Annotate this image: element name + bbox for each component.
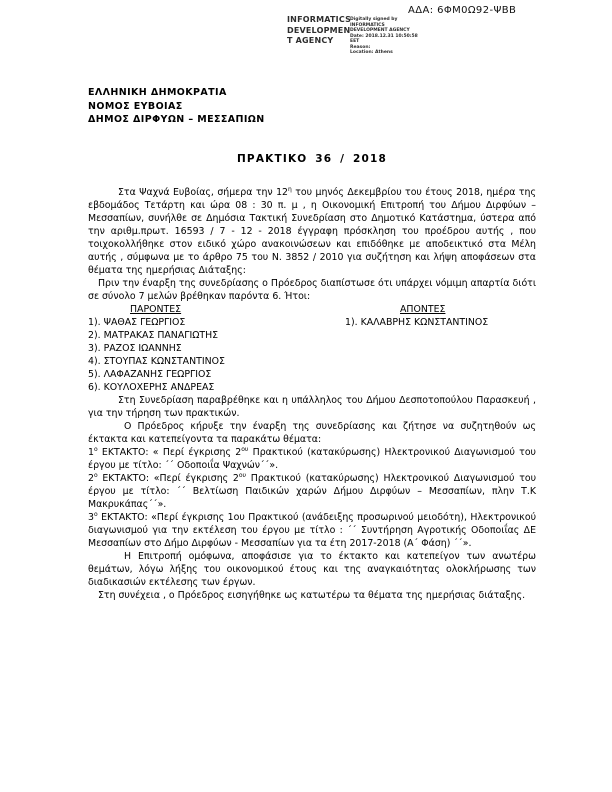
urgent-item-1: $1^o$ ΕΚΤΑΚΤΟ: « Περί έγκρισης $2^{o\upsilon}$ Πρακτικού (κατακύρωσης) Ηλεκτρονικού Διαγωνισμού του έργου με τίτλο: ΄΄ Οδοποιΐα Ψαχνών΄΄». [88,445,536,471]
stamp-signature-line: Location: Athens [350,50,393,55]
absent-column [345,303,536,394]
present-header: ΠΑΡΟΝΤΕΣ [130,304,182,315]
paragraph-committee-decision: Η Επιτροπή ομόφωνα, αποφάσισε για το έκτακτο και κατεπείγον των ανωτέρω θεμάτων, λόγω λήξης του οικονομικού έτους και της αναγκαιότητας ολοκλήρωσης των διαδικασιών εκτέλεσης των έργων. [88,551,536,588]
absent-member-row: 1). ΚΑΛΑΒΡΗΣ ΚΩΝΣΤΑΝΤΙΝΟΣ [345,317,489,328]
header-line-municipality: ΔΗΜΟΣ ΔΙΡΦΥΩΝ – ΜΕΣΣΑΠΙΩΝ [88,114,265,125]
present-member-row: 4). ΣΤΟΥΠΑΣ ΚΩΝΣΤΑΝΤΙΝΟΣ [88,356,225,367]
stamp-agency-line: T AGENCY [287,36,334,45]
paragraph-agenda-intro: Στη συνέχεια , ο Πρόεδρος εισηγήθηκε ως κατωτέρω τα θέματα της ημερήσιας διάταξης. [98,590,526,601]
ada-code: ΑΔΑ: 6ΦΜ0Ω92-ΨΒΒ [408,5,517,16]
attendance-table [88,303,536,394]
present-member-row: 1). ΨΑΘΑΣ ΓΕΩΡΓΙΟΣ [88,317,186,328]
stamp-agency-line: DEVELOPMEN [287,25,351,35]
present-column [88,303,345,394]
stamp-signature-details [350,15,418,56]
paragraph-secretary: Στη Συνεδρίαση παραβρέθηκε και η υπάλληλος του Δήμου Δεσποτοπούλου Παρασκευή , για την τήρηση των πρακτικών. [88,395,536,419]
paragraph-quorum: Πριν την έναρξη της συνεδρίασης ο Πρόεδρος διαπίστωσε ότι υπάρχει νόμιμη απαρτία διότι σε σύνολο 7 μελών βρέθηκαν παρόντα 6. Ήτοι: [88,278,536,302]
present-member-row: 5). ΛΑΦΑΖΑΝΗΣ ΓΕΩΡΓΙΟΣ [88,369,212,380]
present-member-row: 3). ΡΑΖΟΣ ΙΩΑΝΝΗΣ [88,343,182,354]
absent-header: ΑΠΟΝΤΕΣ [400,304,446,315]
stamp-agency-name [287,15,352,56]
header-line-prefecture: ΝΟΜΟΣ ΕΥΒΟΙΑΣ [88,100,183,112]
present-member-row: 6). ΚΟΥΛΟΧΕΡΗΣ ΑΝΔΡΕΑΣ [88,382,215,393]
stamp-signature-line: Digitally signed by [350,17,398,22]
government-header [88,86,265,127]
header-line-republic: ΕΛΛΗΝΙΚΗ ΔΗΜΟΚΡΑΤΙΑ [88,87,227,98]
stamp-signature-line: Date: 2018.12.31 10:50:58 [350,33,418,39]
urgent-item-3: $3^o$ ΕΚΤΑΚΤΟ: «Περί έγκρισης 1ου Πρακτικού (ανάδειξης προσωρινού μειοδότη), Ηλεκτρονικού διαγωνισμού για την εκτέλεση του έργου με τίτλο : ΄΄ Συντήρηση Αγροτικής Οδοποιΐας ΔΕ Μεσσαπίων στο Δήμο Διρφύων - Μεσσαπίων για τα έτη 2017-2018 (Α΄ Φάση) ΄΄». [88,510,536,549]
urgent-item-2: $2^o$ ΕΚΤΑΚΤΟ: «Περί έγκρισης $2^{o\upsilon}$ Πρακτικού (κατακύρωσης) Ηλεκτρονικού Διαγωνισμού του έργου με τίτλο: ΄΄ Βελτίωση Παιδικών χαρών Δήμου Διρφύων – Μεσσαπίων, πλην Τ.Κ Μακρυκάπας΄΄». [88,471,537,510]
stamp-signature-line: DEVELOPMENT AGENCY [350,28,410,33]
paragraph-urgent-intro: Ο Πρόεδρος κήρυξε την έναρξη της συνεδρίασης και ζήτησε να συζητηθούν ως έκτακτα και κατεπείγοντα τα παρακάτω θέματα: [88,421,536,445]
present-member-row: 2). ΜΑΤΡΑΚΑΣ ΠΑΝΑΓΙΩΤΗΣ [88,330,219,341]
digital-signature-stamp [287,15,418,56]
stamp-agency-line: INFORMATICS [287,15,352,24]
stamp-signature-line: Reason: [350,44,371,50]
stamp-signature-line: INFORMATICS [350,22,385,28]
stamp-signature-line: EET [350,39,360,44]
paragraph-session-opening: Στα Ψαχνά Ευβοίας, σήμερα την $12^\eta$ του μηνός Δεκεμβρίου του έτους 2018, ημέρα της εβδομάδος Τετάρτη και ώρα 08 : 30 π. μ , η Οικονομική Επιτροπή του Δήμου Διρφύων – Μεσσαπίων, συνήλθε σε Δημόσια Τακτική Συνεδρίαση στο Δημοτικό Κατάστημα, ύστερα από την αριθμ.πρωτ. 16593 / 7 - 12 - 2018 έγγραφη πρόσκληση του προέδρου αυτής , που τοιχοκολλήθηκε στον ειδικό χώρο ανακοινώσεων και επιδόθηκε με αποδεικτικό στα Μέλη αυτής , σύμφωνα με το άρθρο 75 του Ν. 3852 / 2010 για συζήτηση και λήψη αποφάσεων στα θέματα της ημερήσιας Διάταξης: [88,185,536,276]
document-title: ΠΡΑΚΤΙΚΟ 36 / 2018 [236,153,388,165]
document-body [88,186,536,602]
